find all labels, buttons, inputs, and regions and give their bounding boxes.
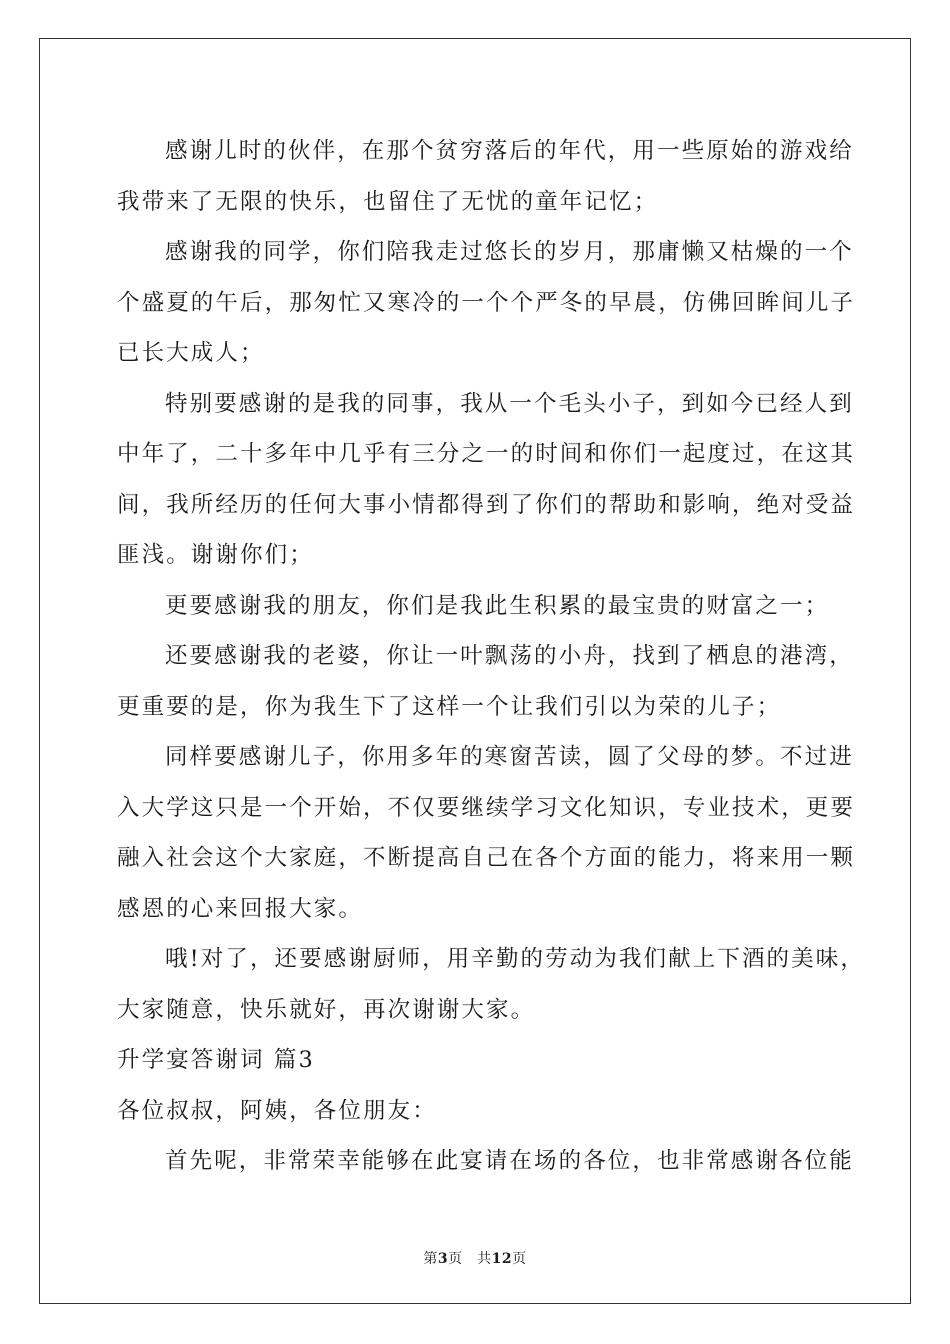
text-line: 升学宴答谢词 篇3 <box>117 1047 315 1073</box>
text-line: 哦!对了，还要感谢厨师，用辛勤的劳动为我们献上下酒的美味， <box>165 946 865 972</box>
text-line: 已长大成人； <box>117 340 265 366</box>
text-line: 感恩的心来回报大家。 <box>117 895 364 922</box>
document-body <box>117 126 865 1187</box>
text-line: 特别要感谢的是我的同事，我从一个毛头小子，到如今已经人到 <box>165 390 854 417</box>
text-line: 间，我所经历的任何大事小情都得到了你们的帮助和影响，绝对受益 <box>117 491 856 518</box>
text-line: 感谢我的同学，你们陪我走过悠长的岁月，那庸懒又枯燥的一个 <box>165 239 854 265</box>
text-line: 同样要感谢儿子，你用多年的寒窗苦读，圆了父母的梦。不过进 <box>165 744 854 770</box>
footer-middle: 页 共 <box>448 1251 492 1267</box>
text-line: 更重要的是，你为我生下了这样一个让我们引以为荣的儿子； <box>117 693 782 720</box>
text-line: 更要感谢我的朋友，你们是我此生积累的最宝贵的财富之一； <box>165 592 830 619</box>
text-line: 融入社会这个大家庭，不断提高自己在各个方面的能力，将来用一颗 <box>117 845 856 871</box>
text-line: 大家随意，快乐就好，再次谢谢大家。 <box>117 996 536 1023</box>
text-line: 中年了，二十多年中几乎有三分之一的时间和你们一起度过，在这其 <box>117 441 856 467</box>
footer-total-pages: 12 <box>491 1251 513 1267</box>
text-line: 首先呢，非常荣幸能够在此宴请在场的各位，也非常感谢各位能 <box>165 1148 854 1174</box>
text-line: 个盛夏的午后，那匆忙又寒冷的一个个严冬的早晨，仿佛回眸间儿子 <box>117 289 856 316</box>
text-line: 匪浅。谢谢你们； <box>117 542 314 568</box>
text-line: 各位叔叔，阿姨，各位朋友： <box>117 1097 437 1124</box>
footer-prefix: 第 <box>423 1251 438 1267</box>
text-line: 入大学这只是一个开始，不仅要继续学习文化知识，专业技术，更要 <box>117 794 856 821</box>
footer-suffix: 页 <box>512 1251 527 1267</box>
text-line: 我带来了无限的快乐，也留住了无忧的童年记忆； <box>117 188 659 215</box>
page-footer <box>0 1248 950 1268</box>
text-line: 还要感谢我的老婆，你让一叶飘荡的小舟，找到了栖息的港湾， <box>165 643 854 669</box>
text-line: 感谢儿时的伙伴，在那个贫穷落后的年代，用一些原始的游戏给 <box>165 138 854 164</box>
footer-current-page: 3 <box>437 1251 449 1267</box>
